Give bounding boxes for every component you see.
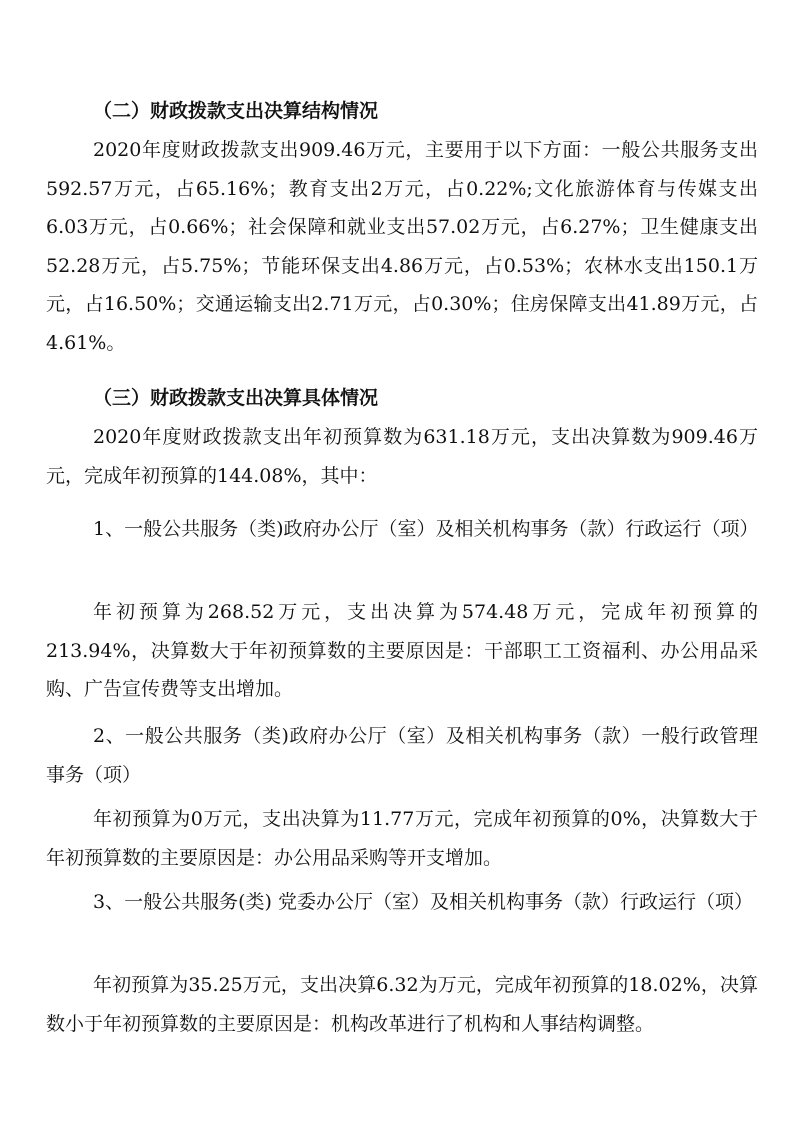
item-3-text: 年初预算为35.25万元，支出决算6.32为万元，完成年初预算的18.02%，决算数小于年初预算数的主要原因是：机构改革进行了机构和人事结构调整。: [46, 974, 758, 1035]
paragraph-details-intro: 2020年度财政拨款支出年初预算数为631.18万元，支出决算数为909.46万元，完成年初预算的144.08%，其中：: [46, 426, 758, 487]
item-3-title: 3、一般公共服务(类) 党委办公厅（室）及相关机构事务（款）行政运行（项）: [93, 891, 753, 913]
item-2-text: 年初预算为0万元，支出决算为11.77万元，完成年初预算的0%，决算数大于年初预算数的主要原因是：办公用品采购等开支增加。: [46, 808, 758, 869]
item-1-title: 1、一般公共服务（类)政府办公厅（室）及相关机构事务（款）行政运行（项）: [93, 518, 759, 540]
section-heading-details: （三）财政拨款支出决算具体情况: [93, 387, 379, 409]
item-2-title: 2、一般公共服务（类)政府办公厅（室）及相关机构事务（款）一般行政管理事务（项）: [46, 725, 758, 786]
item-1-text: 年初预算为268.52万元，支出决算为574.48万元，完成年初预算的213.94%，决算数大于年初预算数的主要原因是：干部职工工资福利、办公用品采购、广告宣传费等支出增加。: [46, 601, 758, 700]
section-heading-structure: （二）财政拨款支出决算结构情况: [93, 100, 379, 122]
paragraph-structure-body: 2020年度财政拨款支出909.46万元，主要用于以下方面：一般公共服务支出592.57万元，占65.16%；教育支出2万元，占0.22%;文化旅游体育与传媒支出6.03万元，占0.66%；社会保障和就业支出57.02万元，占6.27%；卫生健康支出52.28万元，占5.75%；节能环保支出4.86万元，占0.53%；农林水支出150.1万元，占16.50%；交通运输支出2.71万元，占0.30%；住房保障支出41.89万元，占4.61%。: [46, 139, 758, 354]
